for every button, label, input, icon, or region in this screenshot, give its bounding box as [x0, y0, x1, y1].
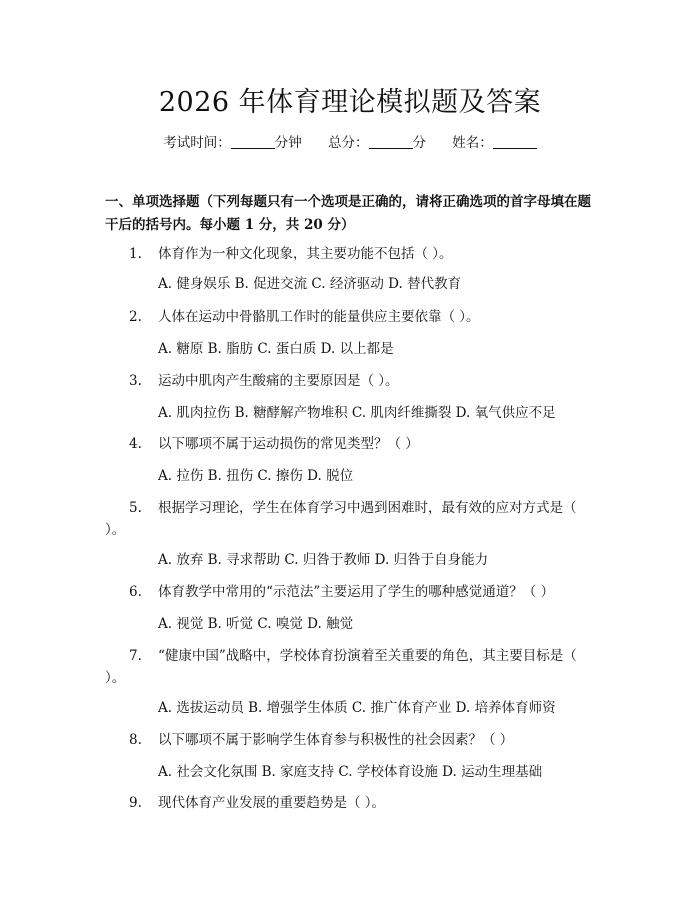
exam-info-line — [0, 131, 700, 151]
question-stem — [105, 729, 593, 751]
question-number: 7. — [129, 648, 142, 664]
question-stem — [105, 645, 593, 689]
question-options: A. 糖原 B. 脂肪 C. 蛋白质 D. 以上都是 — [158, 341, 394, 357]
question-text: 以下哪项不属于运动损伤的常见类型？（ ） — [158, 436, 419, 452]
question-text: 运动中肌肉产生酸痛的主要原因是（ ）。 — [158, 373, 399, 389]
question-text: 体育作为一种文化现象，其主要功能不包括（ ）。 — [158, 246, 453, 262]
section-heading: 一、单项选择题（下列每题只有一个选项是正确的，请将正确选项的首字母填在题干后的括号内。每小题 1 分，共 20 分） — [105, 194, 591, 233]
question-options: A. 选拔运动员 B. 增强学生体质 C. 推广体育产业 D. 培养体育师资 — [158, 700, 556, 716]
name-field — [452, 131, 537, 151]
question-stem — [105, 433, 593, 455]
exam-time-field — [163, 131, 302, 151]
name-blank — [493, 134, 537, 149]
question-stem — [105, 792, 593, 814]
question-number: 3. — [129, 373, 142, 389]
question-number: 2. — [129, 309, 142, 325]
question-text: 体育教学中常用的“示范法”主要运用了学生的哪种感觉通道？（ ） — [158, 584, 555, 600]
question-number: 1. — [129, 246, 142, 262]
question-options: A. 放弃 B. 寻求帮助 C. 归咎于教师 D. 归咎于自身能力 — [158, 552, 489, 568]
question-options: A. 健身娱乐 B. 促进交流 C. 经济驱动 D. 替代教育 — [158, 276, 462, 292]
score-field — [328, 131, 426, 151]
question-number: 5. — [129, 500, 142, 516]
question-options: A. 拉伤 B. 扭伤 C. 擦伤 D. 脱位 — [158, 468, 354, 484]
document-title: 2026 年体育理论模拟题及答案 — [158, 87, 542, 118]
question-options: A. 视觉 B. 听觉 C. 嗅觉 D. 触觉 — [158, 616, 354, 632]
question-options: A. 肌肉拉伤 B. 糖酵解产物堆积 C. 肌肉纤维撕裂 D. 氧气供应不足 — [158, 405, 556, 421]
question-text: 现代体育产业发展的重要趋势是（ ）。 — [158, 795, 386, 811]
question-text: 人体在运动中骨骼肌工作时的能量供应主要依靠（ ）。 — [158, 309, 480, 325]
question-text: 根据学习理论，学生在体育学习中遇到困难时，最有效的应对方式是（ ）。 — [105, 500, 577, 538]
question-text: “健康中国”战略中，学校体育扮演着至关重要的角色，其主要目标是（ ）。 — [105, 648, 577, 686]
question-number: 6. — [129, 584, 142, 600]
exam-time-blank — [231, 134, 275, 149]
question-stem — [105, 497, 593, 541]
score-blank — [369, 134, 413, 149]
question-options: A. 社会文化氛围 B. 家庭支持 C. 学校体育设施 D. 运动生理基础 — [158, 764, 543, 780]
question-stem — [105, 370, 593, 392]
question-number: 4. — [129, 436, 142, 452]
exam-time-label: 考试时间： — [163, 135, 231, 151]
question-text: 以下哪项不属于影响学生体育参与积极性的社会因素？（ ） — [158, 732, 514, 748]
score-unit: 分 — [412, 135, 426, 151]
question-number: 9. — [129, 795, 142, 811]
score-label: 总分： — [328, 135, 369, 151]
question-stem — [105, 581, 593, 603]
question-stem — [105, 243, 593, 265]
question-stem — [105, 306, 593, 328]
question-number: 8. — [129, 732, 142, 748]
name-label: 姓名： — [452, 135, 493, 151]
exam-time-unit: 分钟 — [274, 135, 302, 151]
